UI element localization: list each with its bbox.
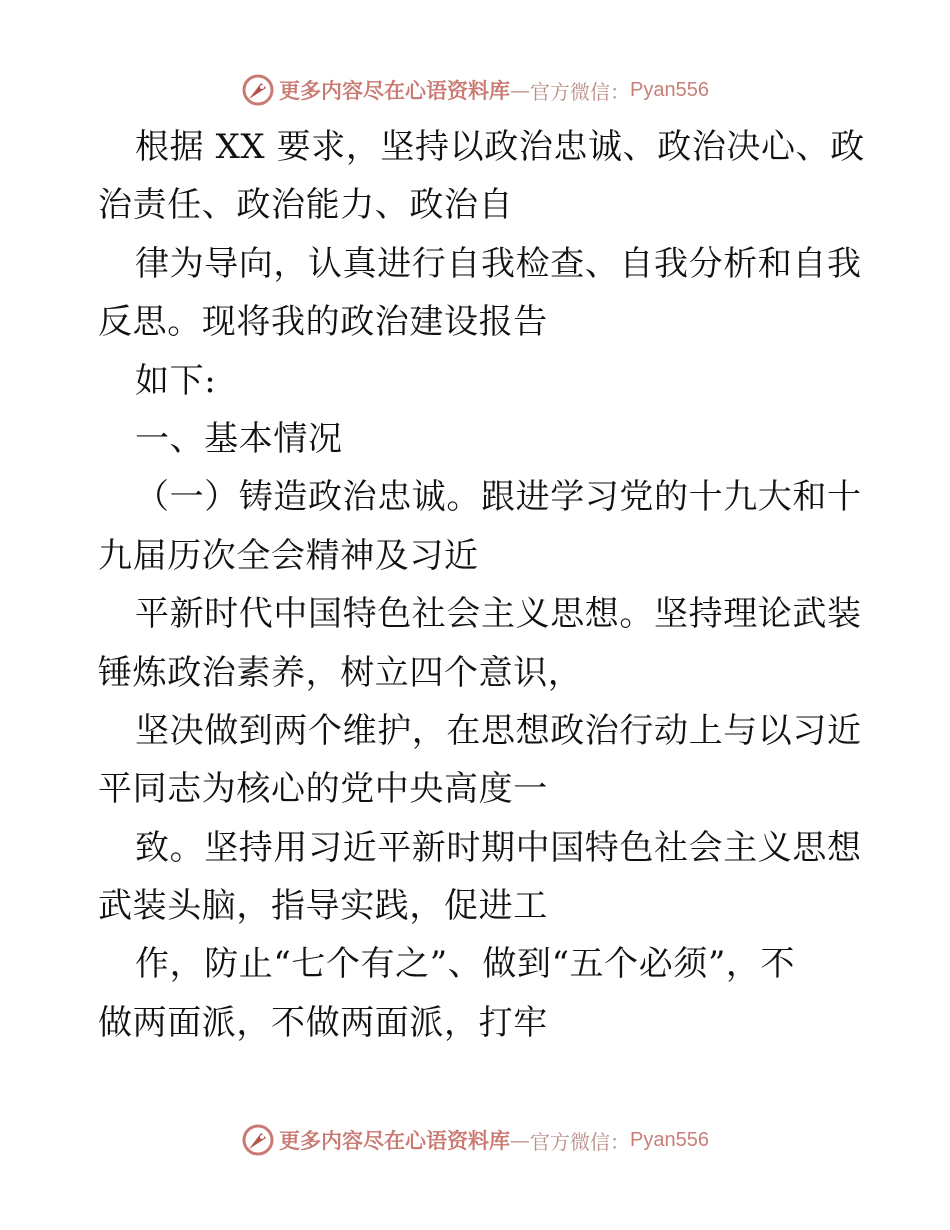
header-watermark	[0, 70, 950, 110]
watermark-wechat-id: Pyan556	[630, 1128, 709, 1151]
watermark-separator: —	[510, 78, 531, 102]
text-line: 反思。现将我的政治建设报告	[98, 302, 548, 343]
text-line: 致。坚持用习近平新时期中国特色社会主义思想	[135, 827, 862, 868]
text-line: 平同志为核心的党中央高度一	[98, 769, 548, 810]
watermark-sub: 官方微信：	[530, 79, 631, 104]
watermark-wechat-id: Pyan556	[630, 78, 709, 101]
text-line: 做两面派，不做两面派，打牢	[98, 1002, 548, 1043]
text-line: 律为导向，认真进行自我检查、自我分析和自我	[135, 243, 862, 284]
text-line: 作，防止“七个有之”、做到“五个必须”，不	[135, 944, 796, 985]
document-body	[98, 118, 865, 1052]
watermark-separator: —	[510, 1128, 531, 1152]
pen-nib-logo-icon	[241, 1123, 275, 1157]
footer-watermark	[0, 1120, 950, 1160]
text-line: 根据 XX 要求，坚持以政治忠诚、政治决心、政	[135, 127, 865, 167]
watermark-title: 更多内容尽在心语资料库	[279, 1128, 511, 1153]
text-line: 如下:	[135, 360, 217, 401]
text-line: 治责任、政治能力、政治自	[98, 185, 514, 226]
watermark-sub: 官方微信：	[530, 1129, 631, 1154]
section-heading: 一、基本情况	[135, 418, 343, 459]
text-line: 武装头脑，指导实践，促进工	[98, 886, 548, 927]
text-line: 锤炼政治素养，树立四个意识，	[98, 652, 583, 693]
text-line: 坚决做到两个维护，在思想政治行动上与以习近	[135, 710, 862, 751]
text-line: 平新时代中国特色社会主义思想。坚持理论武装	[135, 594, 862, 635]
text-line: （一）铸造政治忠诚。跟进学习党的十九大和十	[135, 477, 862, 518]
watermark-title: 更多内容尽在心语资料库	[279, 78, 511, 103]
pen-nib-logo-icon	[241, 73, 275, 107]
text-line: 九届历次全会精神及习近	[98, 535, 479, 576]
